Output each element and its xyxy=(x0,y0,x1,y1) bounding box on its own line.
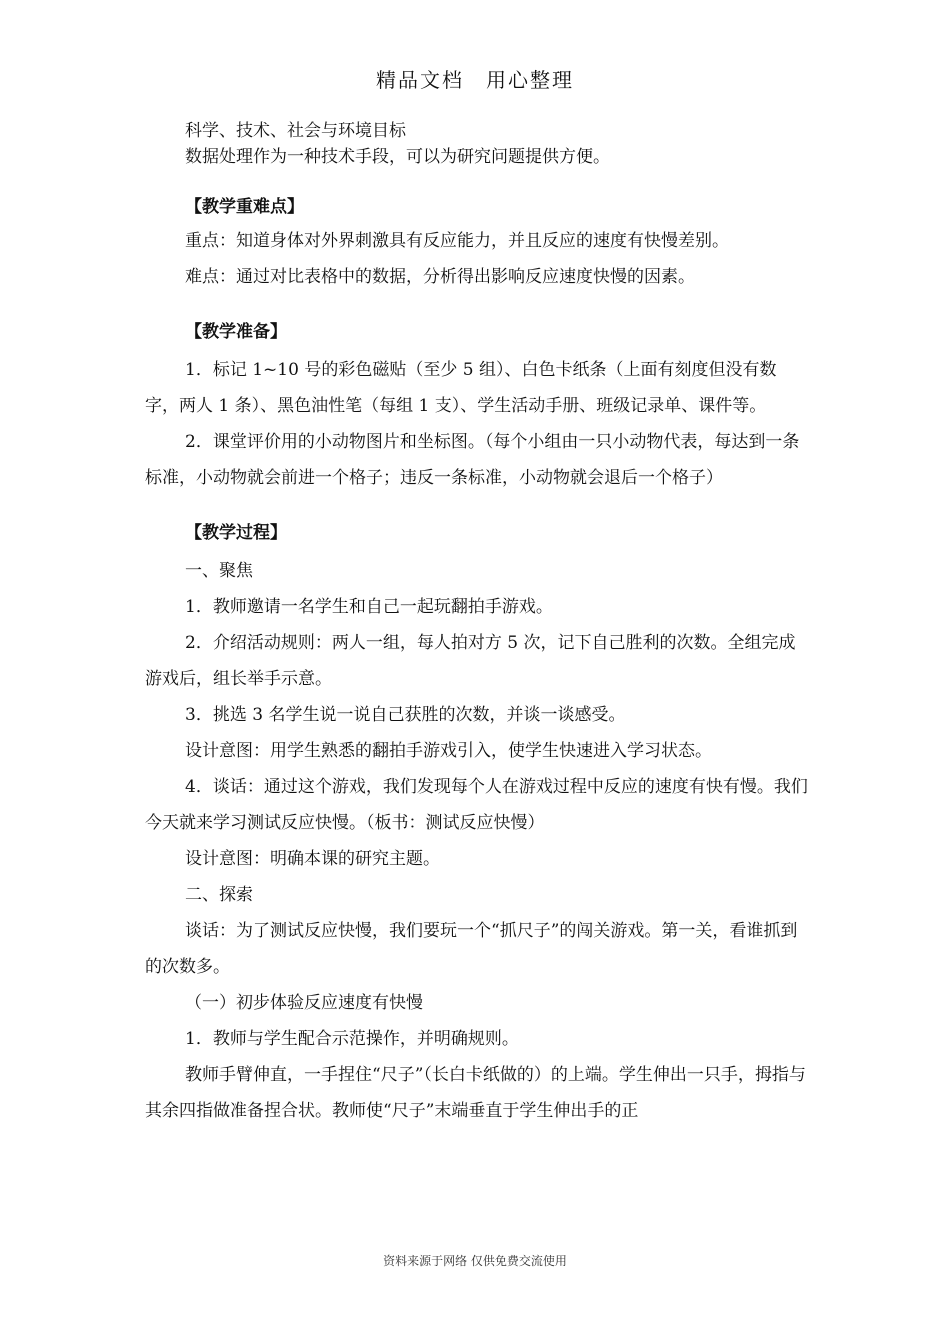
process-paragraph: 1．教师邀请一名学生和自己一起玩翻拍手游戏。 xyxy=(185,597,553,617)
process-paragraph: 谈话：为了测试反应快慢，我们要玩一个“抓尺子”的闯关游戏。第一关，看谁抓到的次数多。 xyxy=(145,921,798,977)
process-paragraph: 一、聚焦 xyxy=(185,561,253,581)
process-paragraph: 1．教师与学生配合示范操作，并明确规则。 xyxy=(185,1029,519,1049)
process-paragraph: 教师手臂伸直，一手捏住“尺子”（长白卡纸做的）的上端。学生伸出一只手，拇指与其余四指做准备捏合状。教师使“尺子”末端垂直于学生伸出手的正 xyxy=(145,1065,806,1121)
page-header: 精品文档 用心整理 xyxy=(376,68,574,92)
document-body xyxy=(145,118,810,1129)
process-paragraph: 2．介绍活动规则：两人一组，每人拍对方 5 次，记下自己胜利的次数。全组完成游戏后，组长举手示意。 xyxy=(145,633,796,689)
process-paragraph: （一）初步体验反应速度有快慢 xyxy=(185,993,423,1013)
keypoint-difficulty: 难点：通过对比表格中的数据，分析得出影响反应速度快慢的因素。 xyxy=(185,267,695,287)
keypoint-focus: 重点：知道身体对外界刺激具有反应能力，并且反应的速度有快慢差别。 xyxy=(185,231,729,251)
prep-item-1: 1．标记 1~10 号的彩色磁贴（至少 5 组）、白色卡纸条（上面有刻度但没有数字，两人 1 条）、黑色油性笔（每组 1 支）、学生活动手册、班级记录单、课件等。 xyxy=(145,360,777,416)
process-paragraph: 4．谈话：通过这个游戏，我们发现每个人在游戏过程中反应的速度有快有慢。我们今天就来学习测试反应快慢。（板书：测试反应快慢） xyxy=(145,777,808,833)
process-paragraph: 设计意图：用学生熟悉的翻拍手游戏引入，使学生快速进入学习状态。 xyxy=(185,741,712,761)
prep-item-2: 2．课堂评价用的小动物图片和坐标图。（每个小组由一只小动物代表，每达到一条标准，小动物就会前进一个格子；违反一条标准，小动物就会退后一个格子） xyxy=(145,432,800,488)
goal-heading: 科学、技术、社会与环境目标 xyxy=(185,121,406,141)
section-heading-process: 【教学过程】 xyxy=(185,523,287,543)
process-paragraph: 设计意图：明确本课的研究主题。 xyxy=(185,849,440,869)
goal-text: 数据处理作为一种技术手段，可以为研究问题提供方便。 xyxy=(185,147,610,167)
section-heading-keypoints: 【教学重难点】 xyxy=(185,197,304,217)
process-paragraph: 二、探索 xyxy=(185,885,253,905)
section-heading-prep: 【教学准备】 xyxy=(185,322,287,342)
page-footer: 资料来源于网络 仅供免费交流使用 xyxy=(383,1254,567,1268)
process-paragraph: 3．挑选 3 名学生说一说自己获胜的次数，并谈一谈感受。 xyxy=(185,705,626,725)
